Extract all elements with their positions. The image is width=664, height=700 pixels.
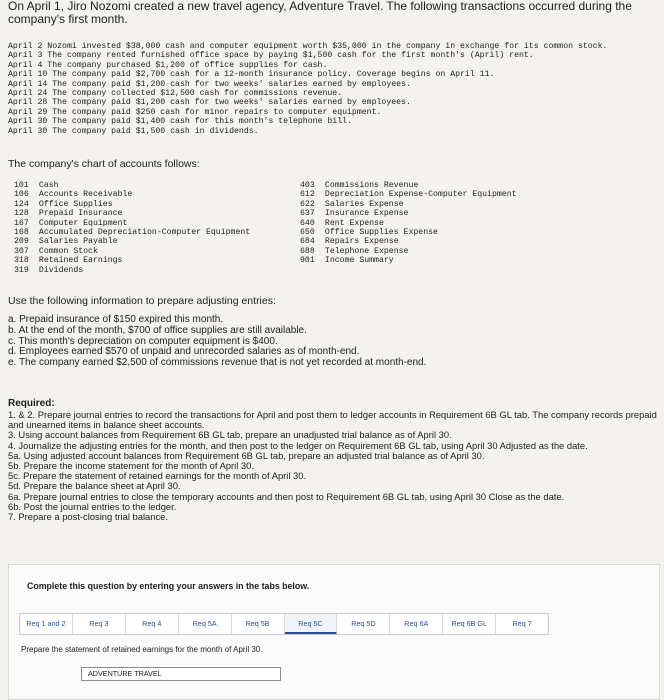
requirement-item: 5b. Prepare the income statement for the month of April 30.: [8, 460, 254, 472]
transaction-row: April 3 The company rented furnished office space by paying $1,500 cash for the first month's (April) rent.: [8, 51, 534, 61]
tab-req-4[interactable]: Req 4: [126, 614, 179, 634]
transaction-row: April 2 Nozomi invested $38,000 cash and computer equipment worth $35,000 in the company in exchange for its common stock.: [8, 42, 608, 51]
adjustment-item: b. At the end of the month, $700 of office supplies are still available.: [8, 324, 307, 336]
account-code: 901: [300, 256, 315, 266]
account-code: 684: [300, 237, 315, 247]
account-name: Depreciation Expense-Computer Equipment: [324, 190, 517, 200]
account-name: Office Supplies: [38, 199, 113, 209]
answer-panel: [8, 564, 660, 700]
transaction-row: April 14 The company paid $1,200 cash for two weeks' salaries earned by employees.: [8, 79, 411, 89]
required-heading: Required:: [8, 398, 55, 409]
transaction-row: April 30 The company paid $1,500 cash in dividends.: [8, 126, 259, 136]
account-row: [14, 219, 250, 228]
adjusting-label: Use the following information to prepare adjusting entries:: [8, 295, 276, 307]
account-row: [300, 190, 517, 199]
chart-of-accounts-label: The company's chart of accounts follows:: [8, 158, 200, 170]
requirement-item: 6b. Post the journal entries to the ledger.: [8, 500, 177, 512]
account-name: Computer Equipment: [38, 218, 128, 228]
account-name: Commissions Revenue: [324, 181, 419, 190]
company-name-header: ADVENTURE TRAVEL: [81, 667, 281, 681]
account-name: Retained Earnings: [38, 256, 123, 266]
account-name: Dividends: [38, 265, 84, 275]
account-code: 319: [14, 265, 29, 275]
requirement-tabs: [19, 613, 549, 635]
tab-req-7[interactable]: Req 7: [512, 619, 532, 628]
requirement-item: 3. Using account balances from Requirement 6B GL tab, prepare an unadjusted trial balance as of April 30.: [8, 429, 452, 441]
account-code: 167: [14, 218, 29, 228]
account-row: [300, 209, 517, 218]
account-row: [300, 219, 517, 228]
account-name: Prepaid Insurance: [38, 209, 123, 219]
account-row: [14, 237, 250, 246]
account-name: Repairs Expense: [324, 237, 399, 247]
tab-req-5c[interactable]: Req 5C: [285, 614, 338, 634]
account-name: Insurance Expense: [324, 209, 409, 219]
account-row: [300, 256, 517, 265]
account-code: 101: [14, 181, 29, 190]
tab-req-5d[interactable]: Req 5D: [337, 614, 390, 634]
account-row: [14, 209, 250, 218]
account-name: Rent Expense: [324, 218, 384, 228]
chart-of-accounts-right: [300, 181, 517, 266]
requirement-item: 4. Journalize the adjusting entries for the month, and then post to the ledger on Requirement 6B GL tab, using April 30 Adjusted as the date.: [8, 439, 588, 451]
account-code: 637: [300, 209, 315, 219]
transaction-row: April 4 The company purchased $1,200 of office supplies for cash.: [8, 60, 328, 70]
account-row: [14, 181, 250, 190]
prepare-instruction: Prepare the statement of retained earnings for the month of April 30.: [21, 645, 263, 654]
account-row: [14, 190, 250, 199]
requirement-item: 5c. Prepare the statement of retained earnings for the month of April 30.: [8, 470, 307, 482]
transaction-row: April 29 The company paid $250 cash for minor repairs to computer equipment.: [8, 107, 382, 117]
account-name: Office Supplies Expense: [324, 228, 438, 238]
account-row: [14, 266, 250, 275]
tab-req-6b-gl[interactable]: Req 6B GL: [443, 614, 496, 634]
tab-req-5b[interactable]: Req 5B: [232, 614, 285, 634]
complete-instruction: Complete this question by entering your answers in the tabs below.: [27, 581, 310, 591]
account-code: 106: [14, 190, 29, 200]
account-name: Accounts Receivable: [38, 190, 133, 200]
adjustment-item: c. This month's depreciation on computer equipment is $400.: [8, 335, 278, 347]
account-row: [300, 237, 517, 246]
account-name: Salaries Expense: [324, 199, 404, 209]
chart-of-accounts-left: [14, 181, 250, 275]
account-code: 209: [14, 237, 29, 247]
account-code: 307: [14, 246, 29, 256]
intro-paragraph: On April 1, Jiro Nozomi created a new travel agency, Adventure Travel. The following transactions occurred during the company's first month.: [8, 0, 632, 26]
adjustment-list: [8, 315, 426, 369]
transaction-row: April 24 The company collected $12,500 cash for commissions revenue.: [8, 89, 343, 99]
tab-req-3[interactable]: Req 3: [73, 614, 126, 634]
requirement-item: 7. Prepare a post-closing trial balance.: [8, 511, 168, 523]
account-row: [14, 200, 250, 209]
account-code: 403: [300, 181, 315, 190]
account-code: 124: [14, 199, 29, 209]
account-code: 168: [14, 228, 29, 238]
account-code: 612: [300, 190, 315, 200]
account-row: [14, 247, 250, 256]
account-name: Income Summary: [324, 256, 394, 266]
transaction-row: April 30 The company paid $1,400 cash for this month's telephone bill.: [8, 117, 352, 127]
account-row: [300, 200, 517, 209]
requirement-item: 5d. Prepare the balance sheet at April 30.: [8, 480, 181, 492]
account-name: Cash: [38, 181, 59, 190]
transaction-list: [8, 42, 658, 136]
account-code: 128: [14, 209, 29, 219]
account-name: Salaries Payable: [38, 237, 118, 247]
adjustment-item: e. The company earned $2,500 of commissions revenue that is not yet recorded at month-end.: [8, 357, 427, 369]
account-code: 640: [300, 218, 315, 228]
account-name: Common Stock: [38, 246, 98, 256]
account-row: [14, 256, 250, 265]
tab-req-5a[interactable]: Req 5A: [179, 614, 232, 634]
requirement-item: 6a. Prepare journal entries to close the temporary accounts and then post to Requirement 6B GL tab, using April 30 Close as the date.: [8, 490, 565, 502]
adjustment-item: d. Employees earned $570 of unpaid and unrecorded salaries as of month-end.: [8, 346, 360, 358]
requirement-item: 5a. Using adjusted account balances from Requirement 6B GL tab, prepare an adjusted trial balance as of April 30.: [8, 449, 485, 461]
tab-req-6a[interactable]: Req 6A: [390, 614, 443, 634]
transaction-row: April 28 The company paid $1,200 cash for two weeks' salaries earned by employees.: [8, 98, 411, 108]
adjustment-item: a. Prepaid insurance of $150 expired this month.: [8, 314, 224, 325]
requirement-item: 1. & 2. Prepare journal entries to record the transactions for April and post them to ledger accounts in Requirement 6B GL tab. The company records prepaid and unearned items in balance sheet accounts.: [8, 409, 657, 431]
account-code: 318: [14, 256, 29, 266]
requirement-list: [8, 410, 660, 522]
account-code: 688: [300, 246, 315, 256]
transaction-row: April 10 The company paid $2,700 cash for a 12-month insurance policy. Coverage begins on April 11.: [8, 70, 495, 80]
account-row: [300, 247, 517, 256]
account-name: Accumulated Depreciation-Computer Equipment: [38, 228, 251, 238]
tab-req-1-and-2[interactable]: Req 1 and 2: [20, 614, 73, 634]
account-name: Telephone Expense: [324, 246, 409, 256]
account-code: 650: [300, 228, 315, 238]
account-row: [300, 181, 517, 190]
account-code: 622: [300, 199, 315, 209]
